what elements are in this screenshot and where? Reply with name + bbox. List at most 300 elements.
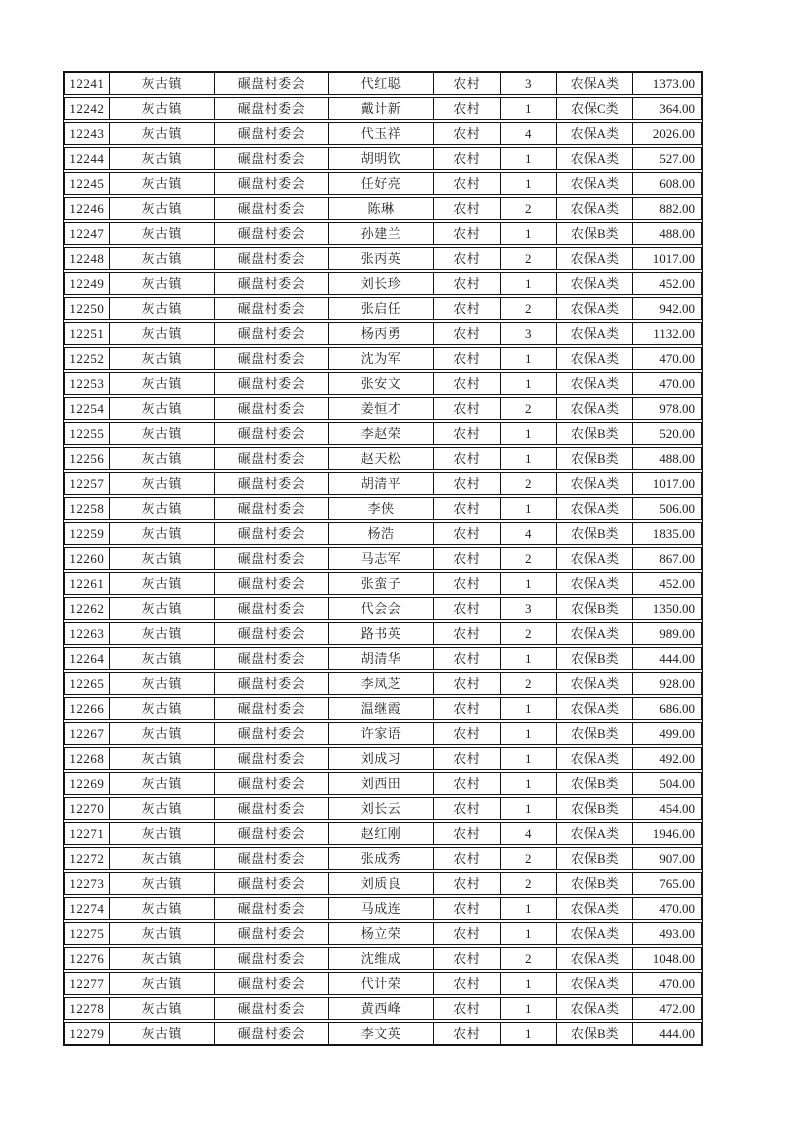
- cell-person-count: 1: [500, 448, 557, 469]
- cell-amount: 2026.00: [632, 123, 701, 144]
- cell-insurance-category: 农保B类: [556, 598, 632, 619]
- cell-person-count: 1: [500, 498, 557, 519]
- cell-town: 灰古镇: [109, 773, 214, 794]
- cell-id: 12243: [69, 126, 105, 141]
- cell-village-committee: 碾盘村委会: [214, 648, 329, 669]
- cell-id: 12253: [69, 376, 105, 391]
- cell-town: 灰古镇: [109, 98, 214, 119]
- cell-village-committee: 碾盘村委会: [214, 573, 329, 594]
- cell-town: 灰古镇: [109, 973, 214, 994]
- cell-town: 灰古镇: [109, 823, 214, 844]
- cell-amount: 1132.00: [632, 323, 701, 344]
- cell-village-committee: 碾盘村委会: [214, 898, 329, 919]
- cell-household-type: 农村: [433, 973, 500, 994]
- cell-insurance-category: 农保A类: [556, 973, 632, 994]
- cell-village-committee: 碾盘村委会: [214, 673, 329, 694]
- cell-amount: 364.00: [632, 98, 701, 119]
- cell-household-type: 农村: [433, 1023, 500, 1044]
- cell-household-type: 农村: [433, 998, 500, 1019]
- cell-town: 灰古镇: [109, 548, 214, 569]
- cell-insurance-category: 农保A类: [556, 373, 632, 394]
- cell-insurance-category: 农保A类: [556, 73, 632, 94]
- cell-town: 灰古镇: [109, 623, 214, 644]
- cell-amount: 1835.00: [632, 523, 701, 544]
- cell-insurance-category: 农保A类: [556, 198, 632, 219]
- cell-id: 12255: [69, 426, 105, 441]
- cell-household-type: 农村: [433, 373, 500, 394]
- cell-insurance-category: 农保A类: [556, 573, 632, 594]
- cell-town: 灰古镇: [109, 748, 214, 769]
- table-row: [64, 172, 702, 195]
- cell-village-committee: 碾盘村委会: [214, 723, 329, 744]
- cell-insurance-category: 农保B类: [556, 423, 632, 444]
- table-row: [64, 747, 702, 770]
- cell-person-count: 1: [500, 173, 557, 194]
- cell-village-committee: 碾盘村委会: [214, 173, 329, 194]
- table-row: [64, 772, 702, 795]
- cell-name: 张启任: [328, 298, 433, 319]
- cell-household-type: 农村: [433, 573, 500, 594]
- cell-household-type: 农村: [433, 398, 500, 419]
- cell-household-type: 农村: [433, 548, 500, 569]
- cell-town: 灰古镇: [109, 898, 214, 919]
- cell-household-type: 农村: [433, 898, 500, 919]
- cell-insurance-category: 农保A类: [556, 348, 632, 369]
- cell-amount: 452.00: [632, 273, 701, 294]
- cell-insurance-category: 农保B类: [556, 848, 632, 869]
- cell-id: 12268: [69, 751, 105, 766]
- cell-name: 刘西田: [328, 773, 433, 794]
- table-row: [64, 947, 702, 970]
- cell-person-count: 2: [500, 673, 557, 694]
- table-row: [64, 447, 702, 470]
- cell-person-count: 1: [500, 723, 557, 744]
- cell-village-committee: 碾盘村委会: [214, 348, 329, 369]
- cell-amount: 470.00: [632, 898, 701, 919]
- cell-name: 代玉祥: [328, 123, 433, 144]
- cell-town: 灰古镇: [109, 648, 214, 669]
- cell-insurance-category: 农保A类: [556, 298, 632, 319]
- cell-insurance-category: 农保A类: [556, 273, 632, 294]
- cell-town: 灰古镇: [109, 798, 214, 819]
- cell-person-count: 2: [500, 848, 557, 869]
- cell-village-committee: 碾盘村委会: [214, 98, 329, 119]
- cell-amount: 444.00: [632, 1023, 701, 1044]
- cell-insurance-category: 农保B类: [556, 723, 632, 744]
- cell-amount: 470.00: [632, 348, 701, 369]
- cell-town: 灰古镇: [109, 73, 214, 94]
- cell-person-count: 2: [500, 473, 557, 494]
- cell-person-count: 4: [500, 523, 557, 544]
- cell-town: 灰古镇: [109, 148, 214, 169]
- cell-insurance-category: 农保A类: [556, 548, 632, 569]
- cell-village-committee: 碾盘村委会: [214, 623, 329, 644]
- cell-name: 陈琳: [328, 198, 433, 219]
- cell-town: 灰古镇: [109, 198, 214, 219]
- cell-village-committee: 碾盘村委会: [214, 198, 329, 219]
- table-row: [64, 622, 702, 645]
- cell-person-count: 2: [500, 548, 557, 569]
- cell-person-count: 1: [500, 648, 557, 669]
- cell-id: 12250: [69, 301, 105, 316]
- cell-household-type: 农村: [433, 948, 500, 969]
- cell-person-count: 2: [500, 948, 557, 969]
- cell-insurance-category: 农保A类: [556, 398, 632, 419]
- cell-person-count: 1: [500, 273, 557, 294]
- cell-name: 胡明钦: [328, 148, 433, 169]
- cell-person-count: 1: [500, 98, 557, 119]
- cell-village-committee: 碾盘村委会: [214, 1023, 329, 1044]
- cell-household-type: 农村: [433, 323, 500, 344]
- cell-household-type: 农村: [433, 248, 500, 269]
- cell-person-count: 1: [500, 373, 557, 394]
- cell-town: 灰古镇: [109, 173, 214, 194]
- table-row: [64, 97, 702, 120]
- cell-town: 灰古镇: [109, 223, 214, 244]
- cell-village-committee: 碾盘村委会: [214, 273, 329, 294]
- cell-amount: 1946.00: [632, 823, 701, 844]
- cell-amount: 488.00: [632, 448, 701, 469]
- cell-amount: 978.00: [632, 398, 701, 419]
- cell-village-committee: 碾盘村委会: [214, 148, 329, 169]
- table-row: [64, 72, 702, 95]
- table-row: [64, 797, 702, 820]
- cell-person-count: 4: [500, 123, 557, 144]
- cell-amount: 608.00: [632, 173, 701, 194]
- cell-amount: 765.00: [632, 873, 701, 894]
- cell-id: 12246: [69, 201, 105, 216]
- cell-village-committee: 碾盘村委会: [214, 873, 329, 894]
- table-row: [64, 897, 702, 920]
- cell-person-count: 1: [500, 573, 557, 594]
- table-row: [64, 697, 702, 720]
- cell-amount: 444.00: [632, 648, 701, 669]
- cell-name: 刘成习: [328, 748, 433, 769]
- cell-id: 12275: [69, 926, 105, 941]
- cell-town: 灰古镇: [109, 948, 214, 969]
- cell-id: 12274: [69, 901, 105, 916]
- cell-household-type: 农村: [433, 473, 500, 494]
- table-row: [64, 372, 702, 395]
- cell-name: 李侠: [328, 498, 433, 519]
- table-row: [64, 422, 702, 445]
- cell-household-type: 农村: [433, 348, 500, 369]
- cell-id: 12258: [69, 501, 105, 516]
- cell-insurance-category: 农保B类: [556, 1023, 632, 1044]
- cell-name: 杨丙勇: [328, 323, 433, 344]
- cell-insurance-category: 农保A类: [556, 748, 632, 769]
- table-row: [64, 847, 702, 870]
- cell-village-committee: 碾盘村委会: [214, 73, 329, 94]
- cell-village-committee: 碾盘村委会: [214, 948, 329, 969]
- cell-village-committee: 碾盘村委会: [214, 323, 329, 344]
- cell-town: 灰古镇: [109, 573, 214, 594]
- table-row: [64, 272, 702, 295]
- cell-name: 张蛮子: [328, 573, 433, 594]
- cell-household-type: 农村: [433, 423, 500, 444]
- cell-name: 温继霞: [328, 698, 433, 719]
- cell-person-count: 1: [500, 698, 557, 719]
- cell-id: 12267: [69, 726, 105, 741]
- cell-village-committee: 碾盘村委会: [214, 123, 329, 144]
- cell-person-count: 3: [500, 323, 557, 344]
- cell-household-type: 农村: [433, 523, 500, 544]
- cell-person-count: 1: [500, 998, 557, 1019]
- table-row: [64, 397, 702, 420]
- cell-person-count: 1: [500, 898, 557, 919]
- cell-amount: 1048.00: [632, 948, 701, 969]
- cell-village-committee: 碾盘村委会: [214, 748, 329, 769]
- cell-person-count: 3: [500, 73, 557, 94]
- cell-person-count: 2: [500, 198, 557, 219]
- table-row: [64, 972, 702, 995]
- cell-name: 李凤芝: [328, 673, 433, 694]
- cell-id: 12251: [69, 326, 105, 341]
- cell-insurance-category: 农保B类: [556, 648, 632, 669]
- cell-id: 12259: [69, 526, 105, 541]
- cell-village-committee: 碾盘村委会: [214, 773, 329, 794]
- cell-insurance-category: 农保A类: [556, 998, 632, 1019]
- cell-town: 灰古镇: [109, 498, 214, 519]
- cell-household-type: 农村: [433, 148, 500, 169]
- cell-id: 12276: [69, 951, 105, 966]
- cell-amount: 504.00: [632, 773, 701, 794]
- cell-village-committee: 碾盘村委会: [214, 473, 329, 494]
- cell-insurance-category: 农保A类: [556, 123, 632, 144]
- cell-town: 灰古镇: [109, 298, 214, 319]
- cell-village-committee: 碾盘村委会: [214, 823, 329, 844]
- cell-person-count: 1: [500, 798, 557, 819]
- cell-amount: 520.00: [632, 423, 701, 444]
- cell-id: 12265: [69, 676, 105, 691]
- cell-insurance-category: 农保A类: [556, 323, 632, 344]
- cell-person-count: 1: [500, 223, 557, 244]
- cell-village-committee: 碾盘村委会: [214, 848, 329, 869]
- cell-household-type: 农村: [433, 773, 500, 794]
- cell-amount: 470.00: [632, 973, 701, 994]
- cell-name: 张安文: [328, 373, 433, 394]
- cell-village-committee: 碾盘村委会: [214, 398, 329, 419]
- cell-insurance-category: 农保A类: [556, 623, 632, 644]
- table-row: [64, 322, 702, 345]
- cell-name: 胡清平: [328, 473, 433, 494]
- cell-village-committee: 碾盘村委会: [214, 923, 329, 944]
- cell-amount: 499.00: [632, 723, 701, 744]
- table-row: [64, 222, 702, 245]
- cell-insurance-category: 农保A类: [556, 823, 632, 844]
- cell-insurance-category: 农保B类: [556, 523, 632, 544]
- cell-household-type: 农村: [433, 873, 500, 894]
- cell-town: 灰古镇: [109, 373, 214, 394]
- cell-village-committee: 碾盘村委会: [214, 298, 329, 319]
- cell-id: 12263: [69, 626, 105, 641]
- cell-town: 灰古镇: [109, 998, 214, 1019]
- cell-household-type: 农村: [433, 498, 500, 519]
- cell-person-count: 2: [500, 623, 557, 644]
- cell-village-committee: 碾盘村委会: [214, 248, 329, 269]
- table-row: [64, 572, 702, 595]
- cell-name: 戴计新: [328, 98, 433, 119]
- cell-household-type: 农村: [433, 673, 500, 694]
- table-row: [64, 597, 702, 620]
- cell-name: 刘长珍: [328, 273, 433, 294]
- cell-village-committee: 碾盘村委会: [214, 523, 329, 544]
- cell-village-committee: 碾盘村委会: [214, 973, 329, 994]
- cell-id: 12273: [69, 876, 105, 891]
- cell-village-committee: 碾盘村委会: [214, 998, 329, 1019]
- cell-id: 12271: [69, 826, 105, 841]
- cell-amount: 907.00: [632, 848, 701, 869]
- cell-amount: 488.00: [632, 223, 701, 244]
- cell-insurance-category: 农保A类: [556, 148, 632, 169]
- cell-name: 孙建兰: [328, 223, 433, 244]
- cell-amount: 989.00: [632, 623, 701, 644]
- cell-name: 路书英: [328, 623, 433, 644]
- cell-id: 12247: [69, 226, 105, 241]
- cell-insurance-category: 农保A类: [556, 173, 632, 194]
- cell-insurance-category: 农保A类: [556, 498, 632, 519]
- cell-person-count: 1: [500, 423, 557, 444]
- table-row: [64, 497, 702, 520]
- cell-insurance-category: 农保C类: [556, 98, 632, 119]
- cell-name: 任好亮: [328, 173, 433, 194]
- cell-amount: 928.00: [632, 673, 701, 694]
- cell-person-count: 2: [500, 873, 557, 894]
- cell-id: 12279: [69, 1026, 105, 1041]
- cell-insurance-category: 农保A类: [556, 948, 632, 969]
- cell-household-type: 农村: [433, 823, 500, 844]
- cell-name: 姜恒才: [328, 398, 433, 419]
- cell-amount: 867.00: [632, 548, 701, 569]
- cell-id: 12245: [69, 176, 105, 191]
- cell-town: 灰古镇: [109, 673, 214, 694]
- cell-town: 灰古镇: [109, 848, 214, 869]
- cell-household-type: 农村: [433, 448, 500, 469]
- cell-village-committee: 碾盘村委会: [214, 548, 329, 569]
- cell-id: 12256: [69, 451, 105, 466]
- cell-name: 马成连: [328, 898, 433, 919]
- cell-id: 12261: [69, 576, 105, 591]
- table-row: [64, 672, 702, 695]
- cell-household-type: 农村: [433, 173, 500, 194]
- table-row: [64, 522, 702, 545]
- cell-household-type: 农村: [433, 298, 500, 319]
- cell-amount: 1017.00: [632, 248, 701, 269]
- cell-household-type: 农村: [433, 748, 500, 769]
- cell-household-type: 农村: [433, 623, 500, 644]
- cell-id: 12266: [69, 701, 105, 716]
- table-row: [64, 647, 702, 670]
- cell-town: 灰古镇: [109, 248, 214, 269]
- cell-insurance-category: 农保A类: [556, 248, 632, 269]
- cell-village-committee: 碾盘村委会: [214, 698, 329, 719]
- cell-id: 12270: [69, 801, 105, 816]
- cell-id: 12257: [69, 476, 105, 491]
- cell-town: 灰古镇: [109, 448, 214, 469]
- cell-town: 灰古镇: [109, 598, 214, 619]
- table-row: [64, 247, 702, 270]
- cell-person-count: 1: [500, 148, 557, 169]
- cell-household-type: 农村: [433, 598, 500, 619]
- cell-insurance-category: 农保A类: [556, 898, 632, 919]
- cell-name: 沈维成: [328, 948, 433, 969]
- cell-id: 12248: [69, 251, 105, 266]
- cell-person-count: 2: [500, 398, 557, 419]
- cell-amount: 527.00: [632, 148, 701, 169]
- cell-town: 灰古镇: [109, 1023, 214, 1044]
- cell-name: 代红聪: [328, 73, 433, 94]
- cell-name: 沈为军: [328, 348, 433, 369]
- table-row: [64, 722, 702, 745]
- cell-household-type: 农村: [433, 273, 500, 294]
- cell-name: 杨立荣: [328, 923, 433, 944]
- cell-name: 黄西峰: [328, 998, 433, 1019]
- cell-amount: 1373.00: [632, 73, 701, 94]
- cell-amount: 686.00: [632, 698, 701, 719]
- cell-name: 杨浩: [328, 523, 433, 544]
- cell-name: 赵红刚: [328, 823, 433, 844]
- cell-household-type: 农村: [433, 698, 500, 719]
- cell-town: 灰古镇: [109, 273, 214, 294]
- cell-person-count: 1: [500, 748, 557, 769]
- cell-amount: 506.00: [632, 498, 701, 519]
- cell-person-count: 3: [500, 598, 557, 619]
- cell-household-type: 农村: [433, 723, 500, 744]
- cell-household-type: 农村: [433, 198, 500, 219]
- cell-amount: 493.00: [632, 923, 701, 944]
- cell-name: 刘质良: [328, 873, 433, 894]
- cell-id: 12254: [69, 401, 105, 416]
- cell-id: 12277: [69, 976, 105, 991]
- cell-amount: 882.00: [632, 198, 701, 219]
- cell-id: 12252: [69, 351, 105, 366]
- cell-insurance-category: 农保B类: [556, 873, 632, 894]
- cell-household-type: 农村: [433, 223, 500, 244]
- cell-id: 12244: [69, 151, 105, 166]
- cell-name: 李文英: [328, 1023, 433, 1044]
- cell-town: 灰古镇: [109, 698, 214, 719]
- table-row: [64, 197, 702, 220]
- cell-insurance-category: 农保B类: [556, 223, 632, 244]
- cell-amount: 1350.00: [632, 598, 701, 619]
- cell-town: 灰古镇: [109, 323, 214, 344]
- cell-insurance-category: 农保B类: [556, 798, 632, 819]
- cell-village-committee: 碾盘村委会: [214, 498, 329, 519]
- cell-insurance-category: 农保A类: [556, 673, 632, 694]
- cell-household-type: 农村: [433, 648, 500, 669]
- cell-town: 灰古镇: [109, 923, 214, 944]
- cell-household-type: 农村: [433, 798, 500, 819]
- cell-insurance-category: 农保B类: [556, 773, 632, 794]
- cell-amount: 470.00: [632, 373, 701, 394]
- cell-household-type: 农村: [433, 73, 500, 94]
- cell-id: 12278: [69, 1001, 105, 1016]
- cell-id: 12260: [69, 551, 105, 566]
- table-row: [64, 472, 702, 495]
- cell-insurance-category: 农保A类: [556, 698, 632, 719]
- cell-village-committee: 碾盘村委会: [214, 373, 329, 394]
- table-row: [64, 547, 702, 570]
- cell-name: 代会会: [328, 598, 433, 619]
- cell-name: 张成秀: [328, 848, 433, 869]
- table-row: [64, 822, 702, 845]
- table-row: [64, 922, 702, 945]
- cell-town: 灰古镇: [109, 723, 214, 744]
- cell-name: 李赵荣: [328, 423, 433, 444]
- cell-name: 张丙英: [328, 248, 433, 269]
- cell-household-type: 农村: [433, 98, 500, 119]
- cell-name: 许家语: [328, 723, 433, 744]
